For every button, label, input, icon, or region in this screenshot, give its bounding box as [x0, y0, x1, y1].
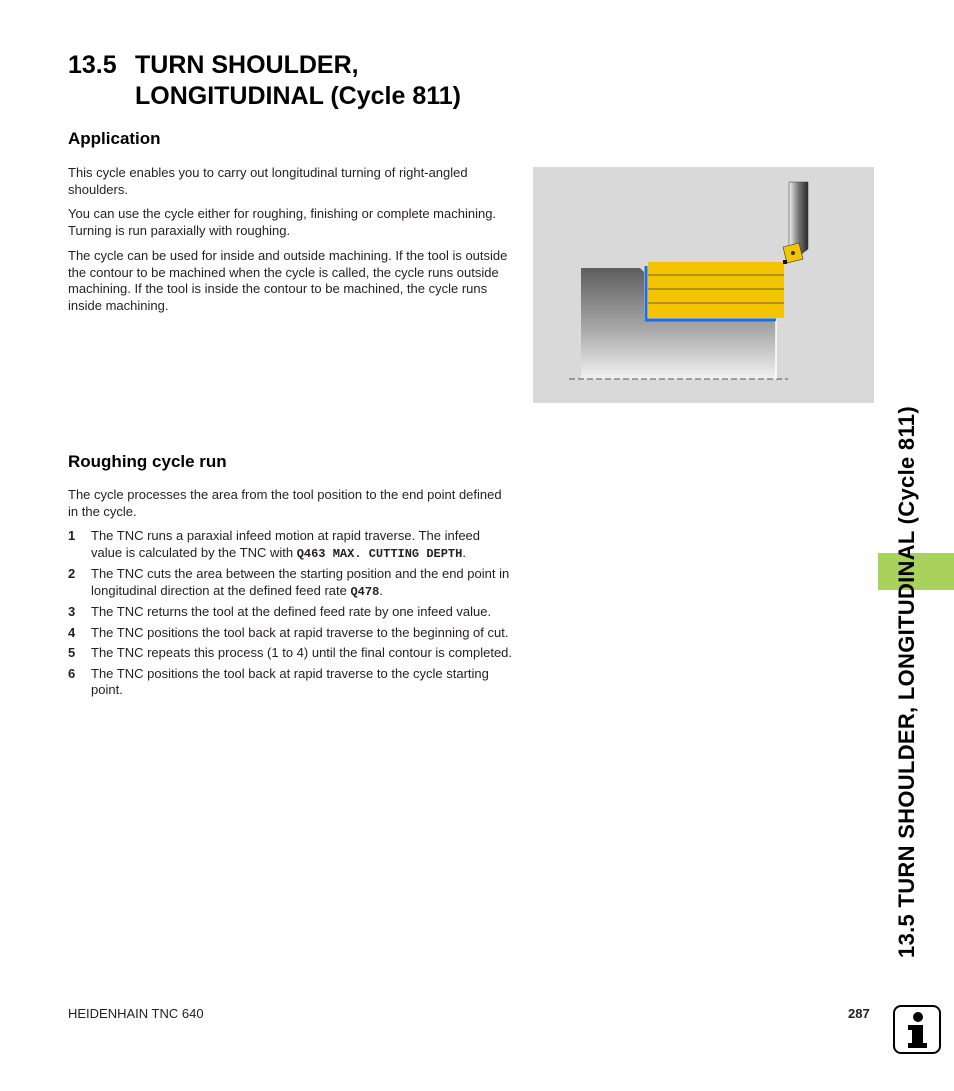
step-item	[68, 566, 513, 600]
application-paragraph-2: You can use the cycle either for roughing, finishing or complete machining. Turning is run paraxially with roughing.	[68, 206, 497, 238]
step-number: 3	[68, 604, 76, 619]
tool-start-point	[783, 260, 787, 264]
application-heading: Application	[68, 129, 161, 148]
step-text: The TNC runs a paraxial infeed motion at rapid traverse. The infeed value is calculated by the TNC with Q463 MAX. CUTTING DEPTH.	[91, 528, 481, 561]
step-text: The TNC positions the tool back at rapid traverse to the cycle starting point.	[91, 665, 489, 697]
step-item	[68, 625, 513, 642]
roughing-steps	[68, 528, 513, 703]
step-text: The TNC positions the tool back at rapid traverse to the beginning of cut.	[91, 624, 509, 640]
step-item	[68, 604, 513, 621]
step-item	[68, 645, 513, 662]
insert-screw	[791, 251, 795, 255]
parameter-code: Q463 MAX. CUTTING DEPTH	[296, 546, 463, 561]
step-text: The TNC cuts the area between the starting position and the end point in longitudinal direction at the defined feed rate Q478.	[91, 566, 510, 599]
step-number: 1	[68, 528, 76, 543]
roughing-heading: Roughing cycle run	[68, 452, 227, 471]
step-number: 4	[68, 624, 76, 640]
section-title	[68, 50, 461, 112]
turning-diagram-svg	[533, 167, 874, 403]
turning-diagram	[533, 167, 874, 403]
stock-material	[648, 262, 784, 318]
roughing-intro: The cycle processes the area from the tool position to the end point defined in the cycle.	[68, 487, 502, 519]
info-glyph	[895, 1007, 939, 1052]
step-text: The TNC repeats this process (1 to 4) until the final contour is completed.	[91, 645, 513, 660]
title-line-2: LONGITUDINAL (Cycle 811)	[135, 82, 462, 110]
step-item	[68, 666, 513, 699]
running-header-vertical: 13.5 TURN SHOULDER, LONGITUDINAL (Cycle 811)	[894, 406, 919, 958]
page-number: 287	[848, 1006, 870, 1021]
title-line-1: TURN SHOULDER,	[135, 51, 359, 79]
step-number: 5	[68, 645, 76, 660]
step-text: The TNC returns the tool at the defined feed rate by one infeed value.	[91, 604, 492, 619]
step-number: 2	[68, 566, 76, 581]
section-number: 13.5	[68, 51, 117, 79]
application-paragraph-3: The cycle can be used for inside and outside machining. If the tool is outside the contour to be machined when the cycle is called, the cycle runs outside machining. If the tool is inside the contour to be machined, the cycle runs inside machining.	[68, 248, 508, 313]
footer-manual-name: HEIDENHAIN TNC 640	[68, 1006, 204, 1021]
application-paragraph-1: This cycle enables you to carry out longitudinal turning of right-angled shoulders.	[68, 165, 468, 197]
parameter-code: Q478	[350, 584, 380, 599]
step-item	[68, 528, 513, 562]
info-icon	[893, 1005, 941, 1054]
step-number: 6	[68, 665, 76, 681]
